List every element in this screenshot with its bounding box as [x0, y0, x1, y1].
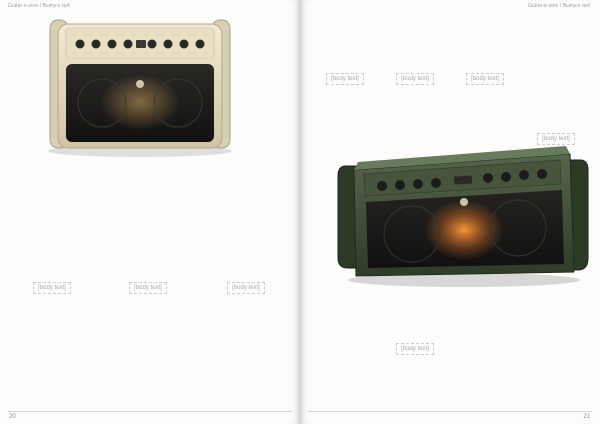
- right-page-number: 21: [583, 414, 590, 420]
- right-footer-rule: [308, 411, 592, 412]
- column-placeholder: [body text]: [129, 282, 167, 294]
- left-page-column-1: [8, 168, 96, 408]
- column-placeholder: [body text]: [227, 282, 265, 294]
- left-running-head: Guitar-e-zine / Выпуск №4: [8, 3, 70, 9]
- right-running-head: Guitar-e-zine / Выпуск №4: [528, 3, 590, 9]
- right-page: [300, 0, 600, 424]
- column-placeholder: [body text]: [537, 133, 575, 145]
- column-placeholder: [body text]: [33, 282, 71, 294]
- column-placeholder: [body text]: [396, 343, 434, 355]
- column-placeholder: [body text]: [466, 73, 504, 85]
- right-page-column-1: [312, 14, 378, 144]
- left-footer-rule: [8, 411, 292, 412]
- right-page-lower-text: [312, 294, 518, 404]
- right-page-column-2: [382, 14, 448, 144]
- amplifier-photo-green: [334, 140, 592, 290]
- left-page-column-2: [104, 168, 192, 408]
- right-page-column-3: [452, 14, 518, 144]
- column-placeholder: [body text]: [396, 73, 434, 85]
- amplifier-photo-cream: [40, 14, 240, 159]
- column-placeholder: [body text]: [326, 73, 364, 85]
- left-page-column-3: [200, 168, 292, 408]
- left-page-number: 20: [9, 414, 16, 420]
